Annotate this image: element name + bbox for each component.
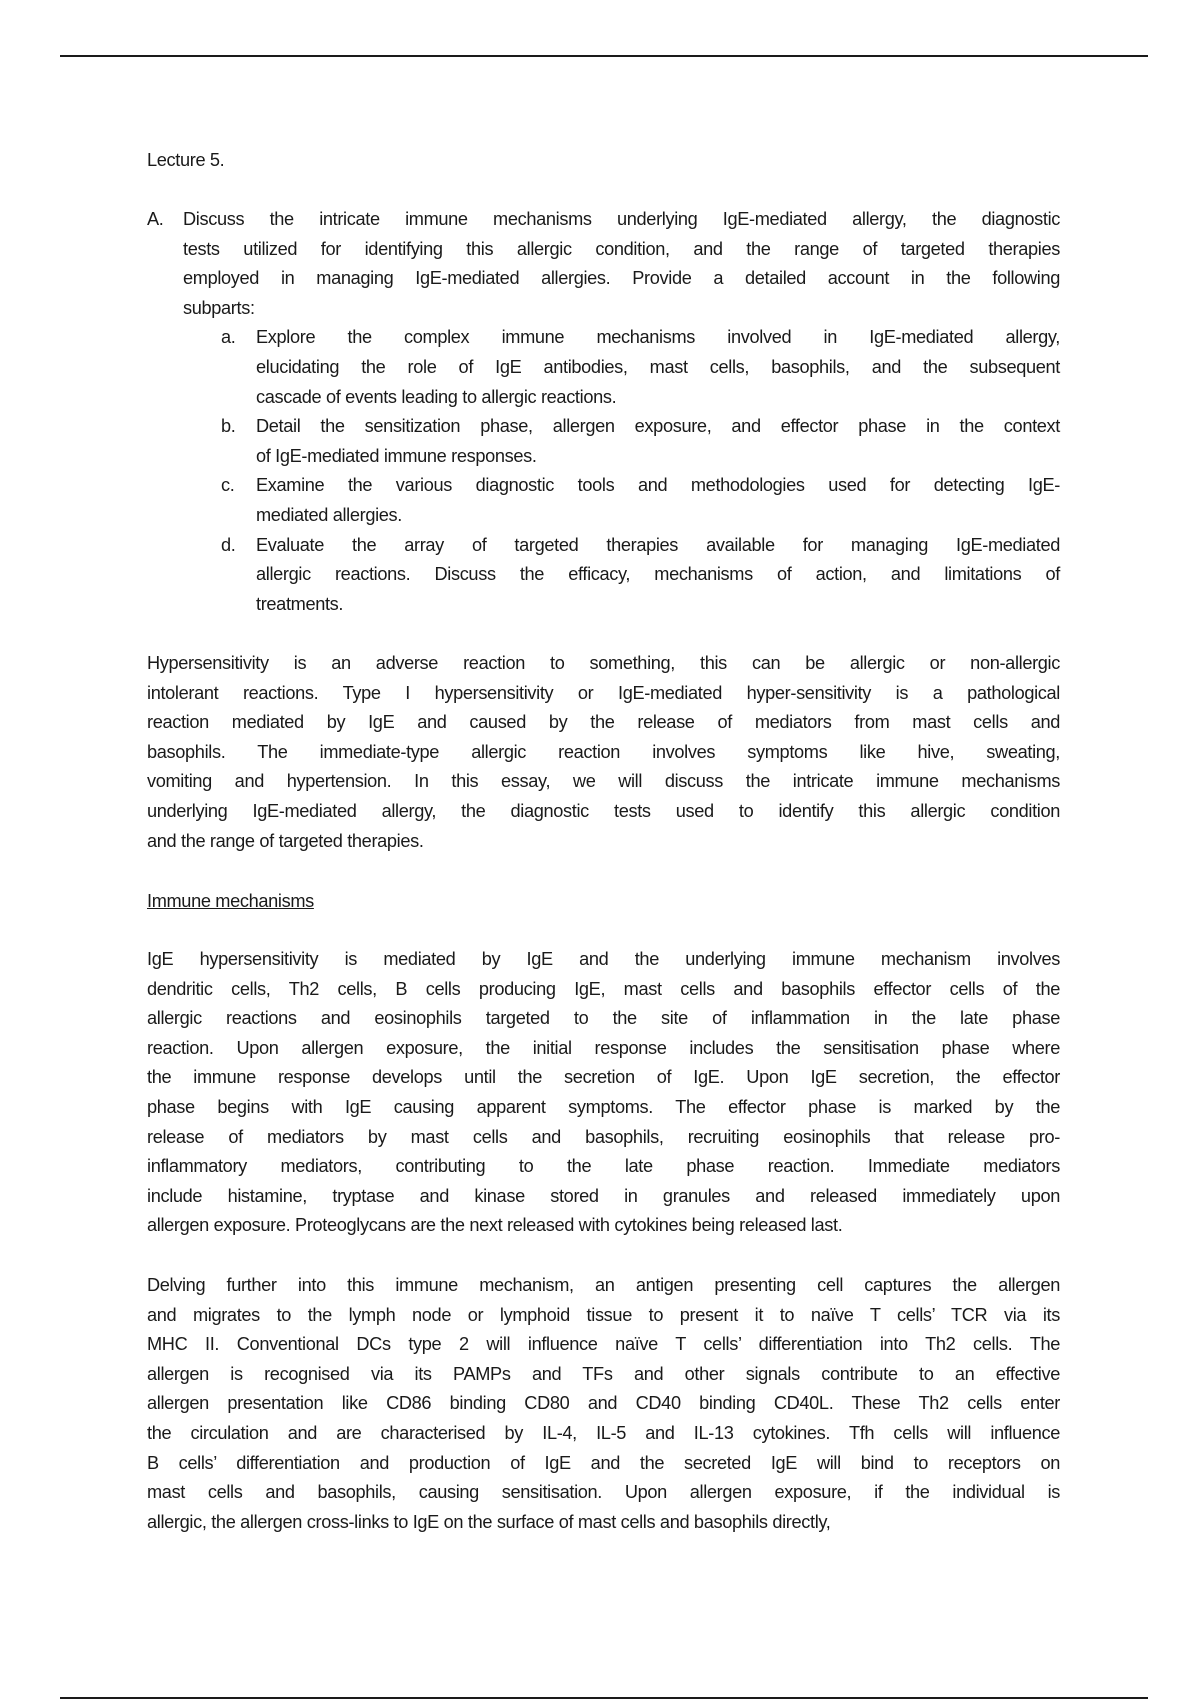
text-line: employed in managing IgE-mediated allergies. Provide a detailed account in the following <box>183 268 1060 289</box>
text-line: mediated allergies. <box>256 504 403 525</box>
text-line: underlying IgE-mediated allergy, the diagnostic tests used to identify this allergic condition <box>147 800 1060 821</box>
paragraph-3 <box>147 1271 1060 1537</box>
text-line: reaction mediated by IgE and caused by the release of mediators from mast cells and <box>147 712 1060 733</box>
subpart-d <box>147 531 1060 620</box>
text-line: vomiting and hypertension. In this essay, we will discuss the intricate immune mechanisms <box>147 771 1060 792</box>
text-line: Explore the complex immune mechanisms involved in IgE-mediated allergy, <box>256 327 1060 348</box>
text-line: include histamine, tryptase and kinase stored in granules and released immediately upon <box>147 1185 1060 1206</box>
text-line: cascade of events leading to allergic reactions. <box>256 386 617 407</box>
question-a <box>147 205 1060 323</box>
text-line: treatments. <box>256 593 344 614</box>
subpart-label: c. <box>221 475 235 496</box>
text-line: dendritic cells, Th2 cells, B cells producing IgE, mast cells and basophils effector cells of the <box>147 978 1060 999</box>
paragraph-2 <box>147 945 1060 1241</box>
subpart-label: b. <box>221 416 236 437</box>
section-heading <box>147 887 1060 917</box>
subpart-label: d. <box>221 534 236 555</box>
text-line: basophils. The immediate-type allergic reaction involves symptoms like hive, sweating, <box>147 741 1060 762</box>
text-line: MHC II. Conventional DCs type 2 will influence naïve T cells’ differentiation into Th2 cells. The <box>147 1334 1060 1355</box>
header-rule <box>60 55 1148 57</box>
lecture-title-text: Lecture 5. <box>147 150 225 170</box>
intro-paragraph <box>147 649 1060 856</box>
text-line: elucidating the role of IgE antibodies, mast cells, basophils, and the subsequent <box>256 356 1060 377</box>
question-block <box>147 205 1060 619</box>
text-line: reaction. Upon allergen exposure, the initial response includes the sensitisation phase where <box>147 1037 1060 1058</box>
text-line: and migrates to the lymph node or lymphoid tissue to present it to naïve T cells’ TCR via its <box>147 1304 1060 1325</box>
question-label: A. <box>147 209 164 229</box>
text-line: allergen exposure. Proteoglycans are the next released with cytokines being released last. <box>147 1215 843 1236</box>
text-line: Hypersensitivity is an adverse reaction to something, this can be allergic or non-allergic <box>147 653 1060 673</box>
text-line: of IgE-mediated immune responses. <box>256 445 537 466</box>
subpart-b <box>147 412 1060 471</box>
section-heading-text: Immune mechanisms <box>147 891 314 911</box>
text-line: allergic reactions. Discuss the efficacy, mechanisms of action, and limitations of <box>256 564 1060 585</box>
footer-rule <box>60 1697 1148 1699</box>
text-line: and the range of targeted therapies. <box>147 830 424 851</box>
text-line: phase begins with IgE causing apparent symptoms. The effector phase is marked by the <box>147 1096 1060 1117</box>
text-line: release of mediators by mast cells and basophils, recruiting eosinophils that release pro- <box>147 1126 1060 1147</box>
text-line: subparts: <box>183 297 255 318</box>
text-line: Evaluate the array of targeted therapies available for managing IgE-mediated <box>256 534 1060 555</box>
text-line: mast cells and basophils, causing sensitisation. Upon allergen exposure, if the individual is <box>147 1482 1060 1503</box>
text-line: inflammatory mediators, contributing to the late phase reaction. Immediate mediators <box>147 1156 1060 1177</box>
subpart-label: a. <box>221 327 236 348</box>
text-line: allergen is recognised via its PAMPs and TFs and other signals contribute to an effective <box>147 1363 1060 1384</box>
text-line: allergic, the allergen cross-links to IgE on the surface of mast cells and basophils directly, <box>147 1511 831 1532</box>
text-line: allergen presentation like CD86 binding CD80 and CD40 binding CD40L. These Th2 cells enter <box>147 1393 1060 1414</box>
text-line: Detail the sensitization phase, allergen exposure, and effector phase in the context <box>256 416 1060 437</box>
text-line: allergic reactions and eosinophils targeted to the site of inflammation in the late phase <box>147 1008 1060 1029</box>
text-line: tests utilized for identifying this allergic condition, and the range of targeted therapies <box>183 238 1060 259</box>
subpart-a <box>147 323 1060 412</box>
text-line: the circulation and are characterised by IL-4, IL-5 and IL-13 cytokines. Tfh cells will influence <box>147 1422 1060 1443</box>
text-line: Discuss the intricate immune mechanisms underlying IgE-mediated allergy, the diagnostic <box>183 209 1060 229</box>
text-line: IgE hypersensitivity is mediated by IgE and the underlying immune mechanism involves <box>147 949 1060 969</box>
text-line: B cells’ differentiation and production of IgE and the secreted IgE will bind to receptors on <box>147 1452 1060 1473</box>
lecture-title <box>147 146 1060 176</box>
text-line: Examine the various diagnostic tools and methodologies used for detecting IgE- <box>256 475 1060 496</box>
text-line: the immune response develops until the secretion of IgE. Upon IgE secretion, the effector <box>147 1067 1060 1088</box>
subpart-c <box>147 471 1060 530</box>
text-line: Delving further into this immune mechanism, an antigen presenting cell captures the allergen <box>147 1275 1060 1295</box>
text-line: intolerant reactions. Type I hypersensitivity or IgE-mediated hyper-sensitivity is a pathological <box>147 682 1060 703</box>
